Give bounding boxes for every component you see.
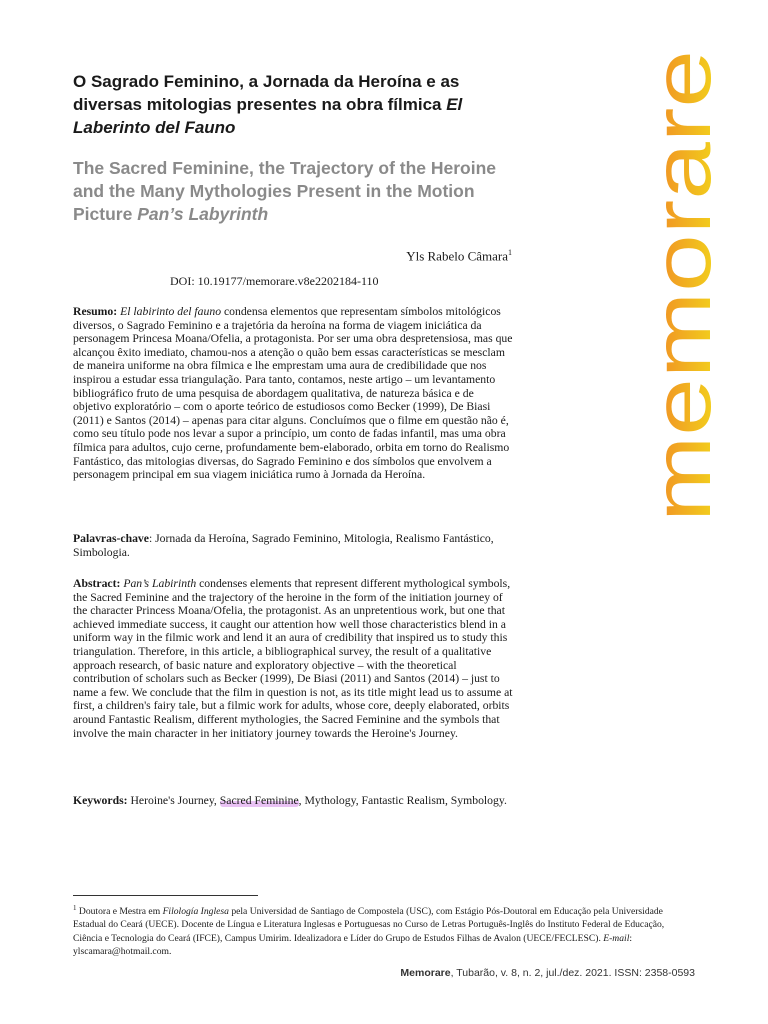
footnote-text-3: : ylscamara@hotmail.com. [73,932,633,958]
title-portuguese-main: O Sagrado Feminino, a Jornada da Heroína e as diversas mitologias presentes na obra fílmica [73,72,460,114]
footnote-italic-2: E-mail [603,932,630,944]
abstract-portuguese-film: El labirinto del fauno [120,305,222,318]
abstract-portuguese-text: condensa elementos que representam símbolos mitológicos diversos, o Sagrado Feminino e a trajetória da heroína na forma de viagem iniciática da personagem Princesa Moana/Ofelia, a protagonista. Por ser uma obra despretensiosa, mas que alcançou êxito imediato, chamou-nos a atenção o quão bem essas características se mesclam de maneira uniforme na obra fílmica e lhe emprestam uma aura de credibilidade que nos inspirou a estudar essa triangulação. Para tanto, contamos, neste artigo – um levantamento bibliográfico fruto de uma pesquisa de abordagem qualitativa, de natureza básica e de objetivo exploratório – com o aporte teórico de estudiosos como Becker (1999), De Biasi (2011) e Santos (2014) – apenas para citar alguns. Concluímos que o filme em questão não é, como seu título pode nos levar a supor a princípio, um conto de fadas infantil, mas uma obra fílmica para adultos, cujo cerne, profundamente bem-elaborado, orbita em torno do Realismo Fantástico, das mitologias diversas, do Sagrado Feminino e dos símbolos que envolvem a personagem principal em sua viagem iniciática rumo à Jornada da Heroína. [73,305,513,482]
footnote-italic-1: Filología Inglesa [162,906,229,918]
memorare-logo [637,46,728,526]
footnote-text-2: pela Universidad de Santiago de Compostela (USC), com Estágio Pós-Doutoral em Educação pela Universidade Estadual do Ceará (UECE). Docente de Língua e Literatura Inglesas e Portuguesas no Curso de Letras Português-Inglês do Instituto Federal de Educação, Ciência e Tecnologia do Ceará (IFCE), Campus Umirim. Idealizadora e Líder do Grupo de Estudos Filhas de Avalon (UECE/FECLESC). [73,906,665,944]
keywords-portuguese [73,532,513,559]
footnote [73,902,683,958]
doi[interactable]: DOI: 10.19177/memorare.v8e2202184-110 [170,274,379,288]
footnote-text-1: Doutora e Mestra em [76,906,163,918]
abstract-english-text: condenses elements that represent different mythological symbols, the Sacred Feminine and the trajectory of the heroine in the form of the initiation journey of the character Princess Moana/Ofelia, the protagonist. As an unpretentious work, but one that achieved immediate success, it caught our attention how well those characteristics blend in a uniform way in the filmic work and lend it an aura of credibility that inspired us to study this triangulation. Therefore, in this article, a bibliographical survey, the result of a qualitative approach research, of basic nature and exploratory objective – with the theoretical contribution of scholars such as Becker (1999), De Biasi (2011) and Santos (2014) – just to name a few. We conclude that the film in question is not, as its title might lead us to assume at first, a children's fairy tale, but a filmic work for adults, whose core, deeply elaborated, orbits around Fantastic Realism, different mythologies, the Sacred Feminine and the symbols that involve the main character in her initiatory journey towards the Heroine's Journey. [73,577,513,740]
abstract-portuguese [73,305,513,482]
title-english-main: The Sacred Feminine, the Trajectory of the Heroine and the Many Mythologies Present in the Motion Picture [73,158,497,224]
footnote-mark: 1 [73,904,77,912]
abstract-english [73,577,513,740]
title-portuguese-film: El Laberinto del Fauno [73,95,463,137]
journal-details: , Tubarão, v. 8, n. 2, jul./dez. 2021. ISSN: 2358-0593 [450,967,695,979]
title-english-film: Pan’s Labyrinth [137,204,269,224]
keywords-english-before: Heroine's Journey, [127,794,220,807]
journal-footer [400,966,695,980]
keywords-english-after: , Mythology, Fantastic Realism, Symbology. [298,794,507,807]
title-english [73,157,513,226]
keywords-portuguese-label: Palavras-chave [73,532,149,545]
highlighted-keyword[interactable]: Sacred Feminine [219,794,299,807]
author-name: Yls Rabelo Câmara [406,248,508,264]
abstract-english-film: Pan’s Labirinth [123,577,197,590]
memorare-logo-text: memorare [637,148,728,522]
keywords-english-label: Keywords: [73,794,128,807]
abstract-portuguese-label: Resumo: [73,305,118,318]
title-portuguese [73,70,533,139]
author-footnote-mark[interactable]: 1 [508,248,512,257]
abstract-english-label: Abstract: [73,577,121,590]
journal-name: Memorare [400,967,451,979]
keywords-portuguese-text: : Jornada da Heroína, Sagrado Feminino, Mitologia, Realismo Fantástico, Simbologia. [73,532,494,559]
author [406,245,512,264]
keywords-english [73,794,513,808]
footnote-divider [73,895,258,896]
